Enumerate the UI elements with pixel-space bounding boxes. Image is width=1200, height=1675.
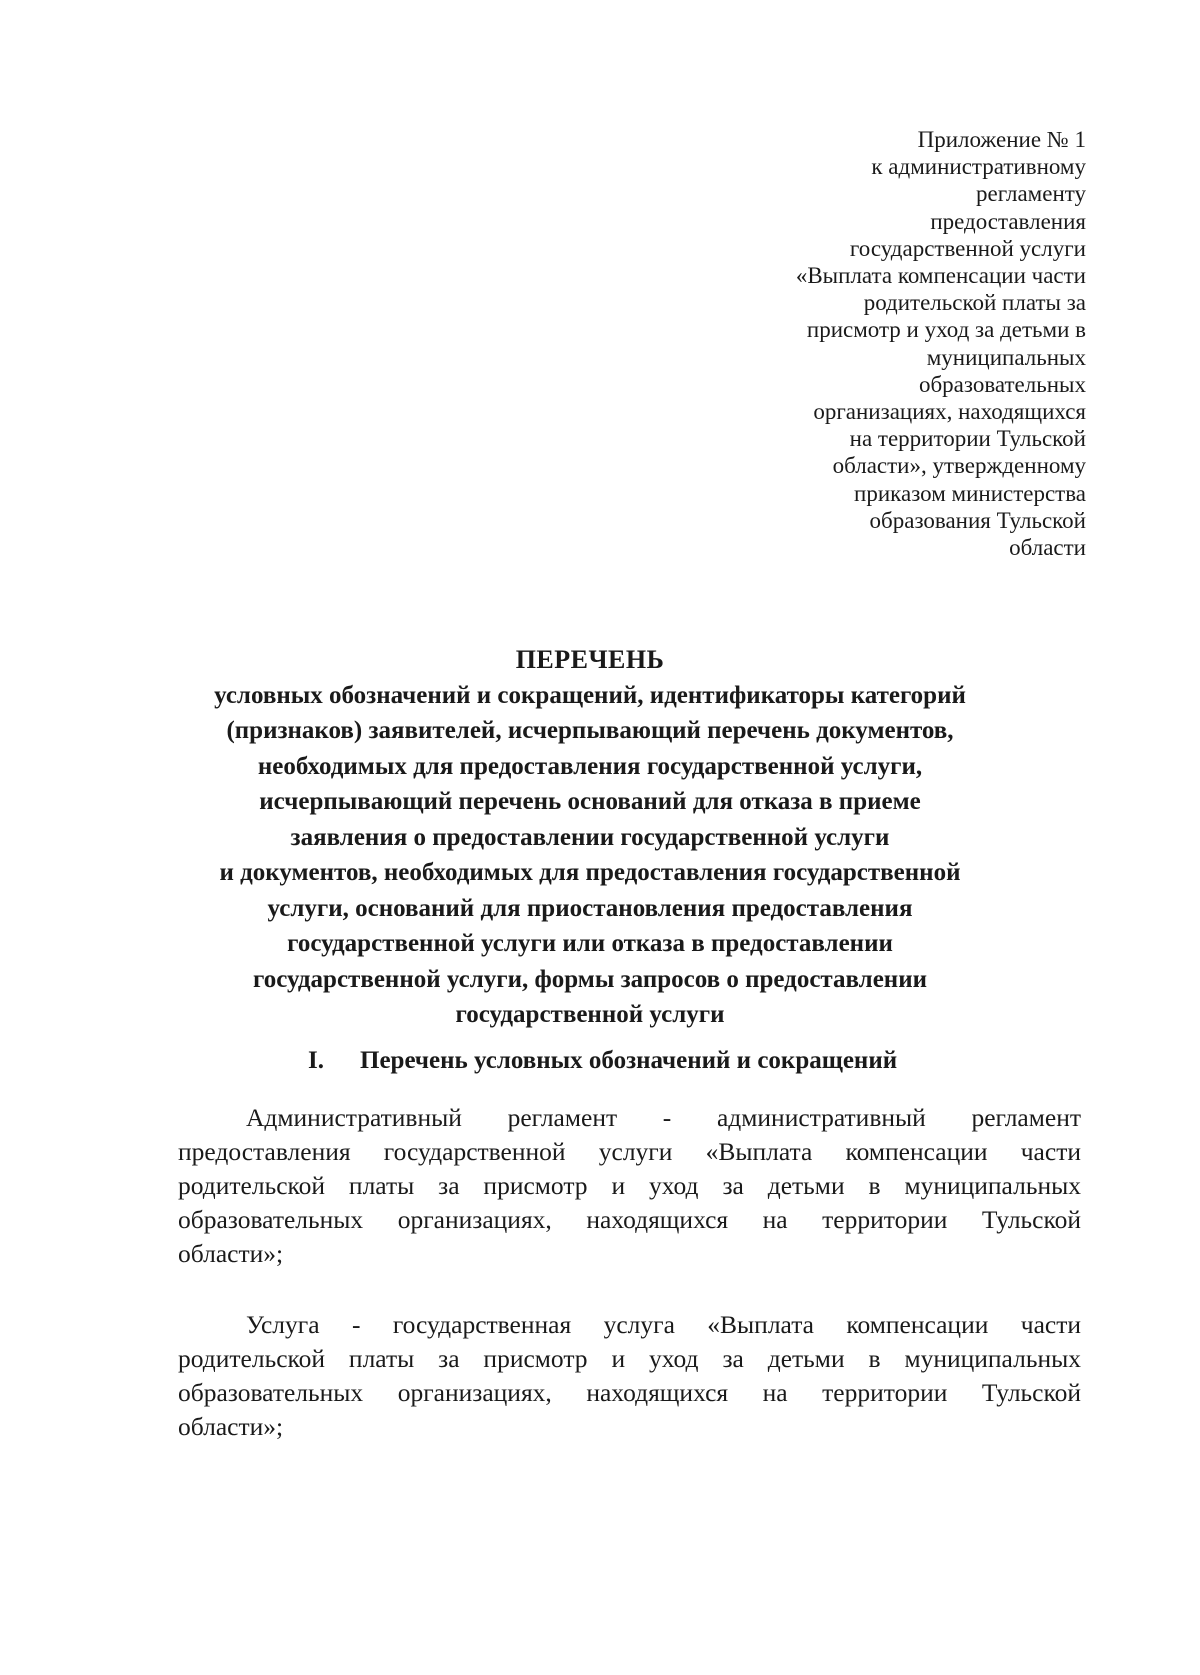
appendix-line: государственной услуги xyxy=(849,235,1086,261)
subtitle-line: и документов, необходимых для предоставления государственной xyxy=(219,859,961,886)
paragraph-line: предоставления государственной услуги «Выплата компенсации части xyxy=(178,1137,1081,1166)
paragraph-line: Услуга - государственная услуга «Выплата компенсации части xyxy=(246,1310,1081,1339)
paragraph-line: родительской платы за присмотр и уход за детьми в муниципальных xyxy=(178,1344,1081,1373)
subtitle-line: государственной услуги или отказа в предоставлении xyxy=(287,930,893,957)
appendix-line: приказом министерства xyxy=(854,480,1086,506)
appendix-line: родительской платы за xyxy=(863,290,1086,316)
subtitle-line: условных обозначений и сокращений, идентификаторы категорий xyxy=(214,681,966,709)
document-title xyxy=(150,642,1030,1033)
paragraph-line: области»; xyxy=(178,1239,284,1268)
section-number: I. xyxy=(308,1047,324,1074)
appendix-line: предоставления xyxy=(930,208,1086,234)
appendix-line: организациях, находящихся xyxy=(813,399,1086,425)
paragraph-line: области»; xyxy=(178,1412,284,1441)
main-title: ПЕРЕЧЕНЬ xyxy=(515,645,665,674)
paragraph-line: Административный регламент - административный регламент xyxy=(246,1103,1081,1132)
section-heading xyxy=(308,1043,897,1078)
appendix-line: муниципальных xyxy=(926,344,1086,370)
paragraph-line: родительской платы за присмотр и уход за детьми в муниципальных xyxy=(178,1171,1081,1200)
appendix-line: на территории Тульской xyxy=(849,426,1086,452)
subtitle-line: заявления о предоставлении государственной услуги xyxy=(290,823,890,851)
subtitle-line: государственной услуги xyxy=(455,1001,725,1028)
section-title: Перечень условных обозначений и сокращений xyxy=(360,1047,898,1074)
appendix-line: «Выплата компенсации части xyxy=(795,263,1086,289)
subtitle-line: (признаков) заявителей, исчерпывающий перечень документов, xyxy=(226,717,954,744)
paragraph-line: образовательных организациях, находящихся на территории Тульской xyxy=(178,1378,1081,1407)
definition-paragraph xyxy=(178,1308,1081,1444)
appendix-line: области xyxy=(1009,535,1086,561)
appendix-header xyxy=(666,126,1086,561)
subtitle-line: услуги, оснований для приостановления предоставления xyxy=(267,894,913,922)
appendix-line: области», утвержденному xyxy=(832,453,1086,479)
subtitle-line: государственной услуги, формы запросов о предоставлении xyxy=(252,965,928,993)
appendix-line: образования Тульской xyxy=(869,507,1086,533)
paragraph-line: образовательных организациях, находящихся на территории Тульской xyxy=(178,1205,1081,1234)
appendix-line: образовательных xyxy=(918,371,1086,397)
appendix-line: присмотр и уход за детьми в xyxy=(806,317,1086,343)
appendix-line: к административному xyxy=(871,154,1086,180)
appendix-line: регламенту xyxy=(976,181,1086,207)
definition-paragraph xyxy=(178,1101,1081,1271)
subtitle-line: исчерпывающий перечень оснований для отказа в приеме xyxy=(259,788,921,815)
subtitle-line: необходимых для предоставления государственной услуги, xyxy=(257,752,923,780)
appendix-line: Приложение № 1 xyxy=(917,127,1086,152)
